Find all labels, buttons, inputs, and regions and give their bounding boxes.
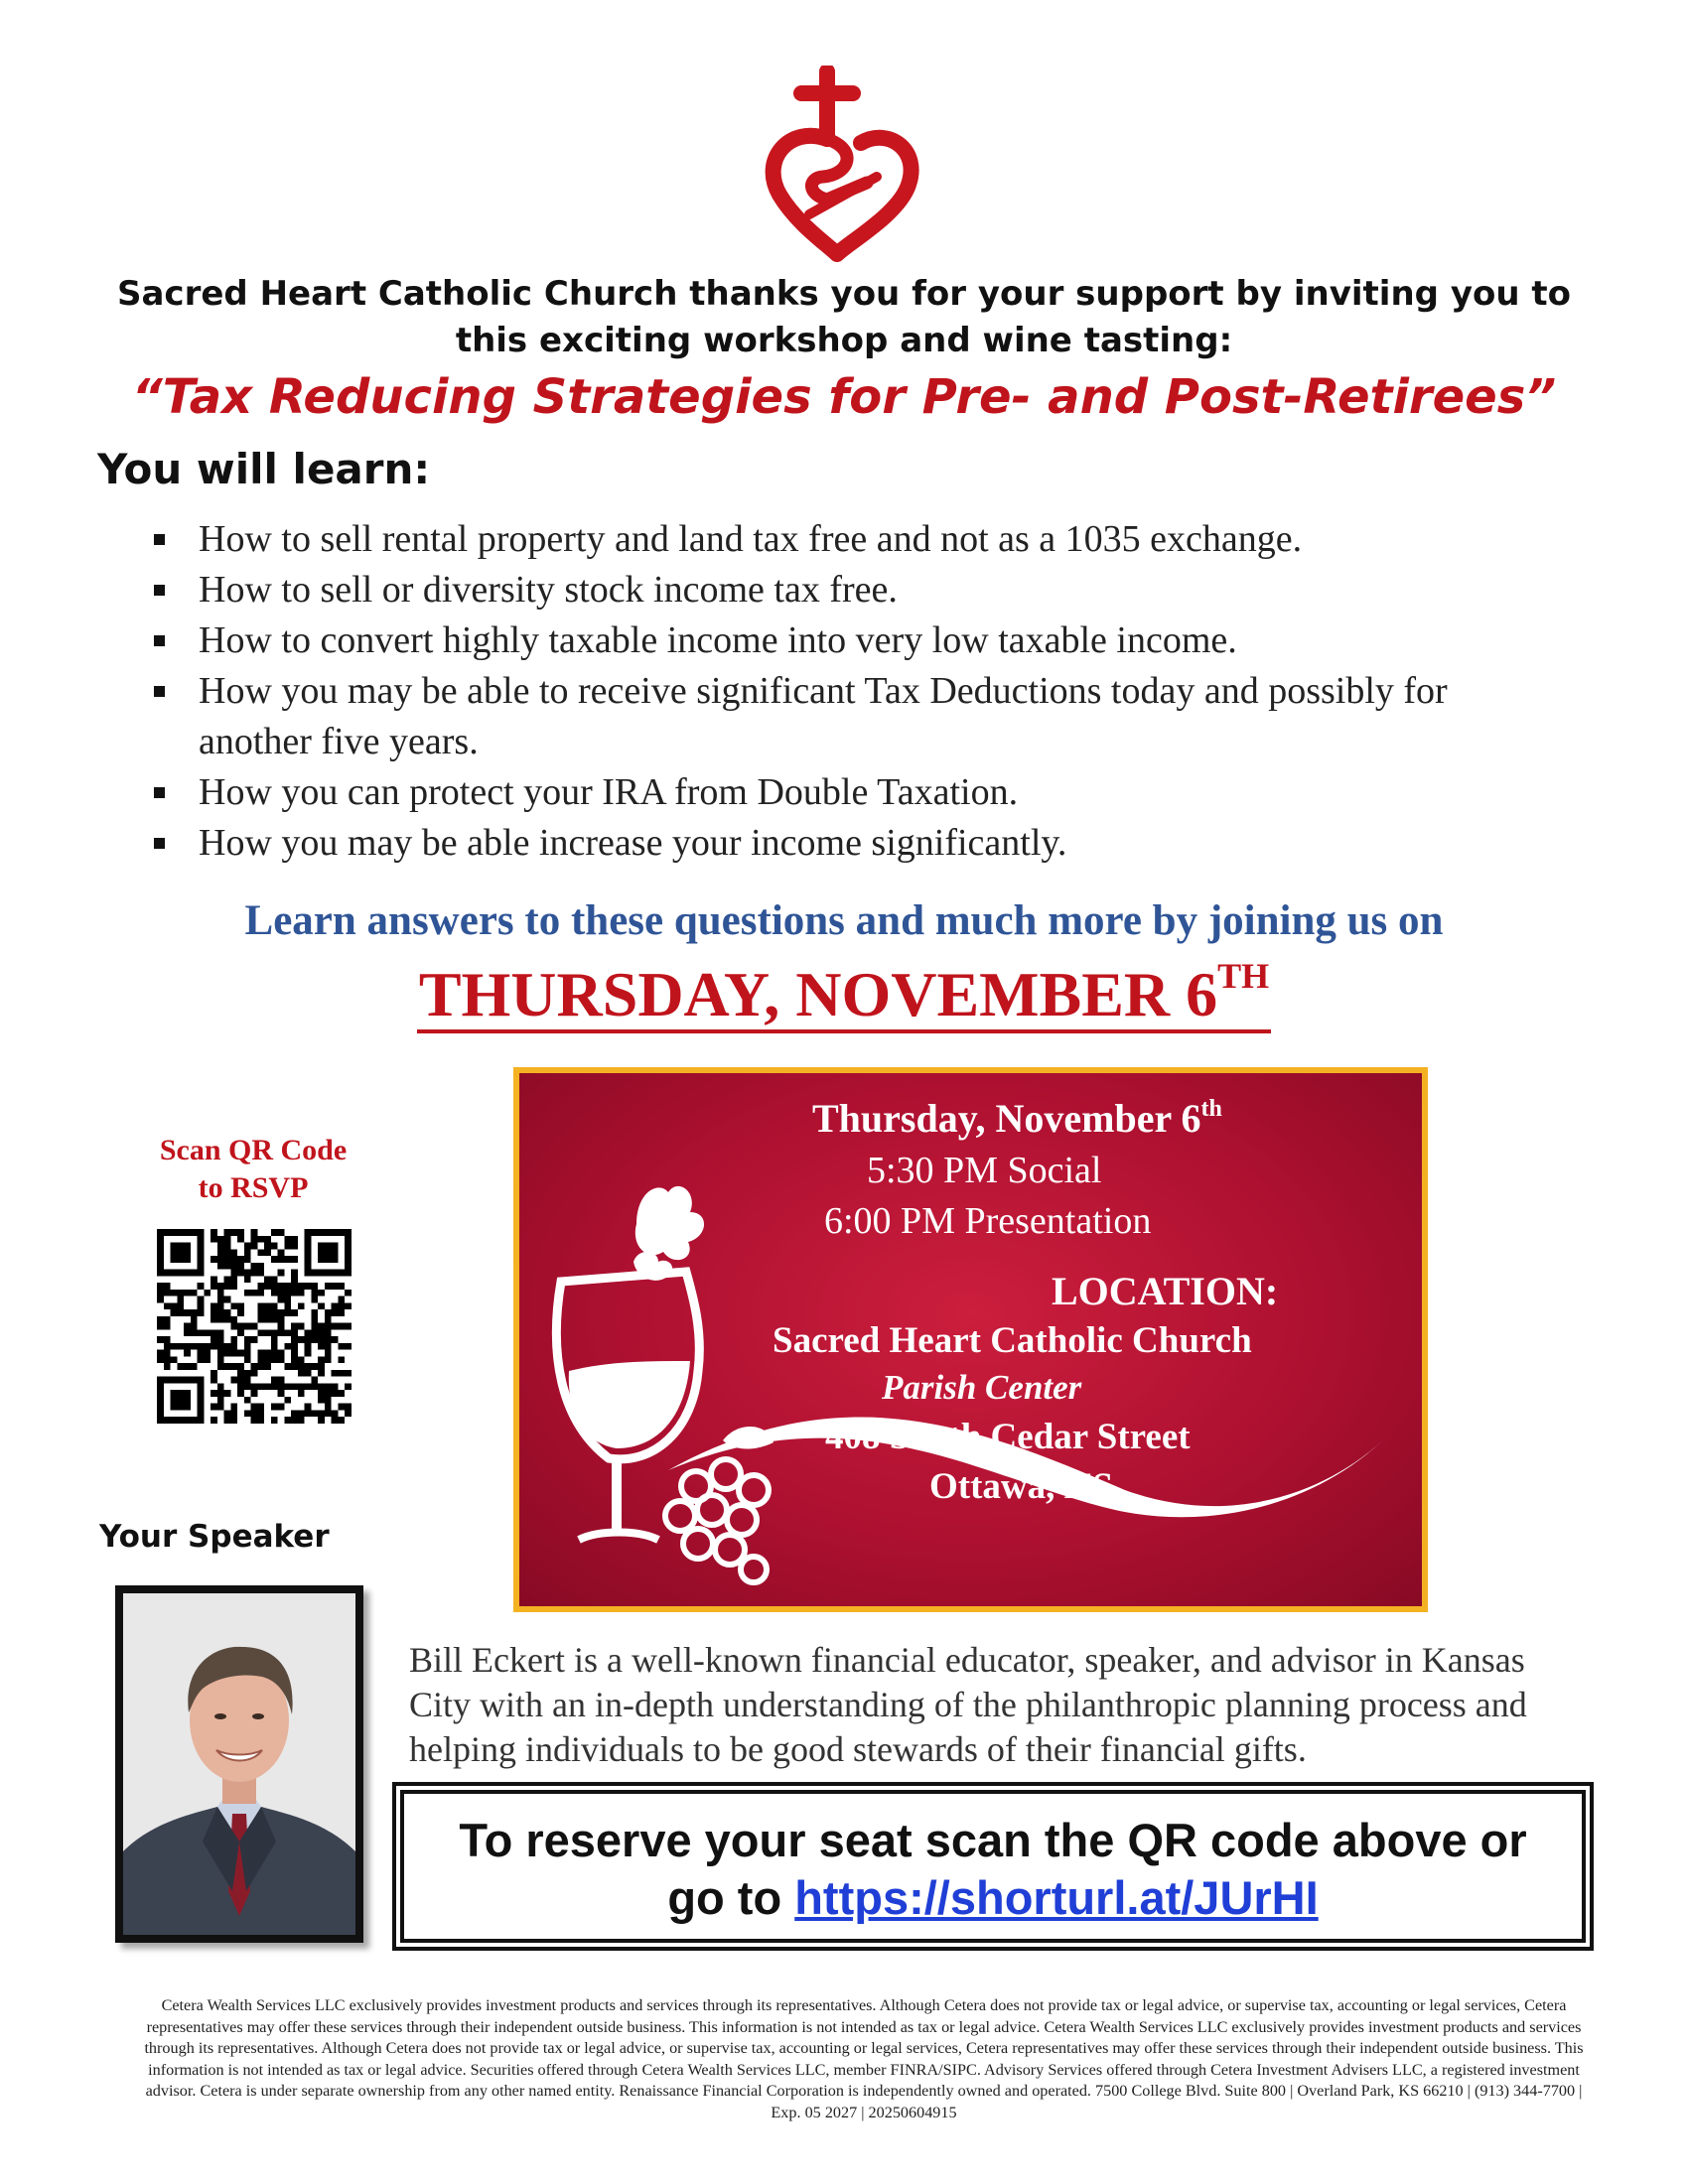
intro-line-1: Sacred Heart Catholic Church thanks you for your support by inviting you to	[117, 274, 1571, 314]
location-venue: Parish Center	[882, 1368, 1082, 1407]
list-item: How you may be able increase your income significantly.	[149, 818, 1539, 869]
location-city: Ottawa, KS	[929, 1466, 1113, 1507]
big-date-suffix: TH	[1217, 956, 1270, 996]
list-item: How to sell or diversity stock income tax free.	[149, 565, 1539, 615]
answers-line: Learn answers to these questions and much more by joining us on	[244, 897, 1444, 944]
event-details-box	[513, 1067, 1428, 1612]
event-presentation-time: 6:00 PM Presentation	[824, 1200, 1152, 1242]
speaker-bio: Bill Eckert is a well-known financial educator, speaker, and advisor in Kansas City with an in-depth understanding of the philanthropic planning process and helping individuals to be good stewards of their financial gifts.	[409, 1640, 1527, 1769]
list-item: How you can protect your IRA from Double Taxation.	[149, 767, 1539, 818]
reserve-seat-box	[392, 1782, 1594, 1951]
qr-label	[129, 1132, 377, 1207]
workshop-title: “Tax Reducing Strategies for Pre- and Post-Retirees”	[131, 369, 1557, 425]
speaker-photo	[115, 1585, 363, 1943]
big-date-heading	[60, 955, 1628, 1034]
rsvp-qr-code-icon[interactable]	[157, 1229, 352, 1424]
location-church: Sacred Heart Catholic Church	[773, 1320, 1252, 1361]
location-label: LOCATION:	[1052, 1269, 1279, 1313]
learn-list	[149, 514, 1539, 869]
reserve-line-2	[404, 1869, 1582, 1927]
event-social-time: 5:30 PM Social	[867, 1150, 1102, 1191]
list-item: How to sell rental property and land tax free and not as a 1035 exchange.	[149, 514, 1539, 565]
reserve-line-2-prefix: go to	[667, 1871, 795, 1924]
intro-line-2: this exciting workshop and wine tasting:	[455, 321, 1233, 360]
event-date	[812, 1095, 1222, 1142]
qr-label-line-1: Scan QR Code	[159, 1134, 348, 1166]
learn-heading: You will learn:	[97, 445, 431, 493]
reserve-line-1: To reserve your seat scan the QR code above or	[459, 1814, 1527, 1866]
big-date-text: THURSDAY, NOVEMBER 6	[418, 959, 1218, 1029]
list-item: How to convert highly taxable income into very low taxable income.	[149, 615, 1539, 666]
legal-disclaimer: Cetera Wealth Services LLC exclusively provides investment products and services through its representatives. Although Cetera does not provide tax or legal advice, or supervise tax, accounting or legal services, Cetera representatives may offer these services through their independent outside business. This information is not intended as tax or legal advice. Cetera Wealth Services LLC exclusively provides investment products and services through its representatives. Although Cetera does not provide tax or legal advice, or supervise tax, accounting or legal services, Cetera representatives may offer these services through their independent outside business. This information is not intended as tax or legal advice. Securities offered through Cetera Wealth Services LLC, member FINRA/SIPC. Advisory Services offered through Cetera Investment Advisers LLC, a registered investment advisor. Cetera is under separate ownership from any other named entity. Renaissance Financial Corporation is independently owned and operated. 7500 College Blvd. Suite 800 | Overland Park, KS 66210 | (913) 344-7700 | Exp. 05 2027 | 20250604915	[144, 1996, 1584, 2121]
qr-label-line-2: to RSVP	[198, 1171, 309, 1204]
speaker-portrait-icon	[123, 1593, 355, 1935]
speaker-label: Your Speaker	[99, 1519, 330, 1555]
event-date-text: Thursday, November 6	[812, 1096, 1201, 1141]
rsvp-link[interactable]: https://shorturl.at/JUrHI	[794, 1871, 1319, 1924]
location-street: 408 South Cedar Street	[825, 1417, 1191, 1457]
cross-heart-logo-icon	[750, 66, 928, 264]
list-item: How you may be able to receive significant Tax Deductions today and possibly for another five years.	[149, 666, 1479, 767]
event-date-suffix: th	[1200, 1096, 1222, 1122]
